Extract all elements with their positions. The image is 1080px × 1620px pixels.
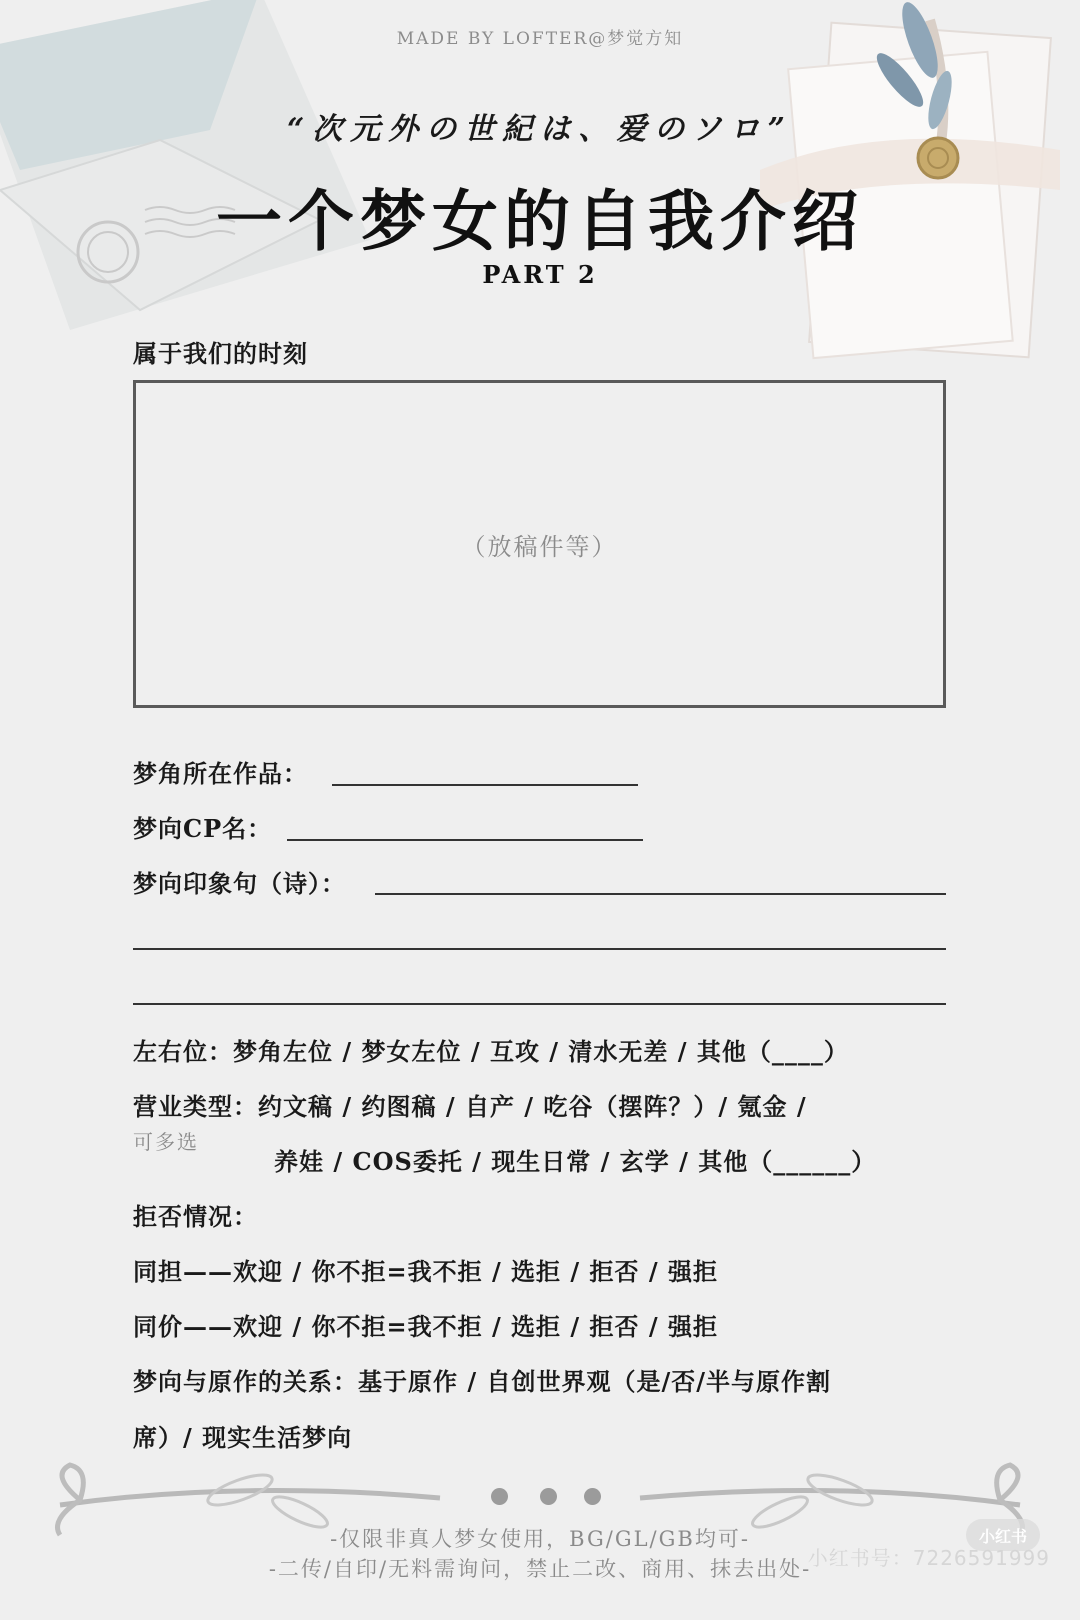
platform-id-watermark: 小红书号：7226591999: [807, 1546, 1050, 1570]
relation-options-line1: 梦向与原作的关系：基于原作 / 自创世界观（是/否/半与原作割: [133, 1367, 832, 1396]
business-type-options-line1: 营业类型：约文稿 / 约图稿 / 自产 / 吃谷（摆阵？）/ 氪金 /: [133, 1092, 807, 1121]
position-options: 左右位：梦角左位 / 梦女左位 / 互攻 / 清水无差 / 其他（____）: [133, 1037, 849, 1066]
cp-name-field-line[interactable]: [287, 839, 643, 841]
artwork-placeholder-box[interactable]: [133, 380, 946, 708]
quote-subtitle: “次元外の世紀は、爱のソロ”: [287, 112, 793, 147]
platform-logo: 小红书: [966, 1519, 1040, 1551]
impression-field-label: 梦向印象句（诗）：: [133, 869, 346, 898]
page-title: 一个梦女的自我介绍: [216, 182, 864, 260]
same-fan-options: 同担——欢迎 / 你不拒=我不拒 / 选拒 / 拒否 / 强拒: [133, 1257, 719, 1286]
refusal-section-title: 拒否情况：: [133, 1202, 258, 1231]
footer-dot-1: [491, 1488, 508, 1505]
same-price-options: 同价——欢迎 / 你不拒=我不拒 / 选拒 / 拒否 / 强拒: [133, 1312, 719, 1341]
relation-options-line2: 席）/ 现实生活梦向: [133, 1423, 353, 1452]
top-watermark: MADE BY LOFTER@梦觉方知: [396, 29, 684, 49]
copyright-note: -二传/自印/无料需询问，禁止二改、商用、抹去出处-: [268, 1557, 812, 1581]
impression-field-line-1[interactable]: [375, 893, 946, 895]
multi-select-note: 可多选: [133, 1130, 199, 1154]
part-label: PART 2: [482, 260, 598, 289]
footer-dot-2: [540, 1488, 557, 1505]
work-field-line[interactable]: [332, 784, 638, 786]
work-field-label: 梦角所在作品：: [133, 759, 308, 788]
business-type-options-line2: 养娃 / COS委托 / 现生日常 / 玄学 / 其他（______）: [274, 1147, 877, 1176]
cp-name-field-label: 梦向CP名：: [133, 814, 273, 843]
impression-field-line-2[interactable]: [133, 948, 946, 950]
usage-note: -仅限非真人梦女使用，BG/GL/GB均可-: [330, 1527, 750, 1551]
moment-section-label: 属于我们的时刻: [133, 339, 308, 368]
impression-field-line-3[interactable]: [133, 1003, 946, 1005]
artwork-placeholder-text: （放稿件等）: [461, 532, 618, 561]
footer-dot-3: [584, 1488, 601, 1505]
